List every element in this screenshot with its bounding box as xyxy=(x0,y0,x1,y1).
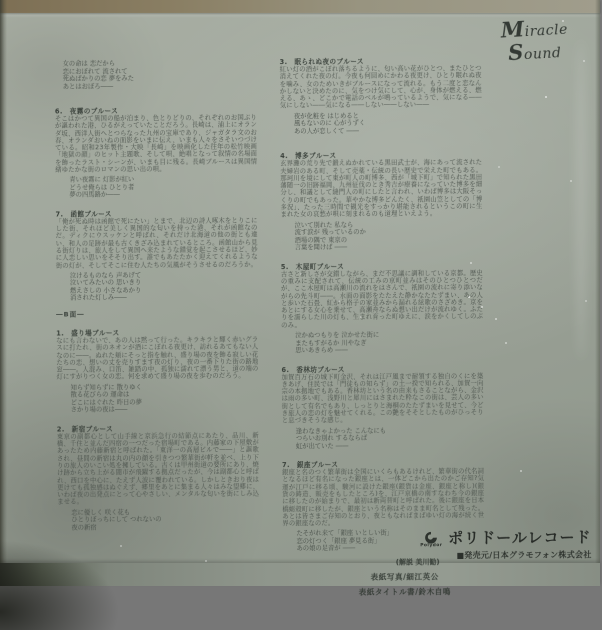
song-number: 4. xyxy=(280,152,289,161)
song-number: 5. xyxy=(280,262,289,271)
song-description: なにも言わないで、あの人は黙って行った。キラキラと輝く赤いグラスに打たれ、街のネオンが酒にこぼれる夜更け、訪れるあてもない人なのに――。ぬれた頬にそっと指を触れ、盛り場の夜を飾る寂しい花たちの恋、想いの丈を売りすます夜の灯り、夜の一番下りた街の路地窓――。人混み、口笛、雑踏の中、孤独に濡れて漂う男と、道の端の灯にすがりつく女の恋。何を求めて盛り場の夜を歩むのだろう。 xyxy=(56,336,259,381)
song-lyric-quote: 夜が化粧を はじめると 風もないのに 心がうずく あの人が恋しくて ―― xyxy=(293,112,366,135)
song-title: 夜霧のブルース xyxy=(69,107,119,116)
song-section-kiyamachi-blues xyxy=(281,260,484,355)
song-section-sakariba-blues xyxy=(56,326,259,414)
logo-line-miracle: Miracle xyxy=(500,16,569,43)
song-description: 銀座と名のつく繁華街は全国にいくらもあるけれど、繁華街の代名詞となるほど有名になった銀座とは、一体どこから出たのかご存知?気運が江戸に移る頃、駿河に設けた銀座(銀貨は金座、銀座と称し)(銀貨の鋳造、販売をもしたところ)を、江戸京橋の南すなわち今の銀座に移したのが始まりで、最初は新両替町と呼ばれた。後に銀座を日本橋蛎殻町に移したが、銀座という名称はそのまま町名として残った。あとは皆さまご存知のとおり、夜ともなればまばゆい灯の海が続く世界の銀座なのだ。 xyxy=(282,467,485,528)
side-b-divider: ―B面― xyxy=(56,310,85,319)
song-description: 加賀百万石の城下町金沢、それは江戸風まで耐領する独自のくにを築きあげ、住民では「門徒もの知らず」の土一揆で知られる、加賀一向宗の本拠地でもある。香林坊という名の由来もさることながら、金沢は雨の多い町、浅野川と犀川にはさまれた粋なこの街は、芸人の多い街として有名でもあり、しっとりと海桐のたたずまいを見せて、今どき旅人の恋の灯を魅せてくれる。この艶をそそとしたものがひっそりと息づきそうな感じ。 xyxy=(281,372,484,425)
song-title: 函館ブルース xyxy=(70,210,112,219)
song-lyric-quote: たそがれ来て「銀座 いとしい街」 恋の灯つく「銀座 夢見る街」 あの娘の足音が ―― xyxy=(296,529,393,553)
song-number: 1. xyxy=(56,329,65,338)
credits-block xyxy=(283,557,485,598)
commentary-credit: (解説 美川勧) xyxy=(395,558,440,567)
song-title: 博多ブルース xyxy=(295,152,337,161)
song-description: 紅い灯の酒がこぼれ落ちるように、匂い高い花がひとつ、またひとつ消えてくれた夜の灯。今夜も何回めにかわる夜更け、ひとり眠れぬ夜を噛み、女のためいきがブルースになって流れる。もう二度と恋なんかしないと決めたのに、気をつけ気にして、心が、身体が燃える、燃える、あゝ、どこかで電話のベルが鳴っているようで、気になる――気にしない――気になる――しない――しない―― xyxy=(279,64,482,110)
song-section-shinjuku-blues xyxy=(57,422,260,532)
cover-photo-credit: 表紙写真/細江英公 xyxy=(370,572,439,582)
song-number: 3. xyxy=(279,58,288,67)
song-title: 木屋町ブルース xyxy=(295,262,345,271)
song-number: 6. xyxy=(281,365,290,374)
song-lyric-quote: 恋に優しく 咲く花も ひとりぼっちにして つれないの 夜の新宿 xyxy=(71,508,162,532)
song-lyric-quote: 泣けるものなら 声あげて 泣いてみたいの 思いきり 燃えさしの 小さなあかり 消された灯しみ―― xyxy=(69,271,142,302)
song-description: 東京の副都心として山手線と京浜急行の結節点にあたり、品川、新橋、千住と並んだ四宿の一つだった宿場町である。内藤家の下屋敷があったため内藤新宿と呼ばれた。「東洋一の高層ビルで――」と謳歌され、昼間の新宿は丸の内の顔を引きつつ繁華街が軒を並べ、上り下りの旅人のいこい処を擁している。古くは甲州街道の要所にあり、焼け跡から立ち上がる闇市が飛躍する拠点だったが、今は副都心と呼ばれ、西口を中心に、たえず人波に覆われている。しかしときおり夜は更けても孤独感はぬぐえず、郷里をあとに集まる人々はみな望郷に、いわば夜の出発点にとって心やさしい、メンタルな匂いを街にしみ込ませる。 xyxy=(56,431,260,506)
liner-notes-left-column xyxy=(55,56,260,531)
song-number: 6. xyxy=(54,107,63,116)
cover-title-credit: 表紙タイトル書/鈴木自鳴 xyxy=(358,587,451,597)
song-description: そこはかつて異国の船が泊まり、色とりどりの、それぞれのお国ぶりが謳われた港、ひるがえっていたことだろう。長崎は、浦上にオランダ坂、西洋人街へとつらなった九州の宝庫であり、ジャガタラ文のお春、オランダおいねの面影をいまに伝え、いまも人々をさそいつづけている。昭和23年製作・大映「長崎」を映画化した往年の松竹映画「地獄の顔」のヒット主題歌、そして唄、絶唱となって叙情の名場面を飾ったラスト・シーンが、いまも目に残る。長崎ブルースは異国情緒ゆたかな街のロマンの思い出の唄。 xyxy=(54,114,258,174)
song-lyric-quote: 青い夜霧に 灯影が紅い どうせ俺らは ひとり者 夢の四馬路か―― xyxy=(69,176,135,199)
song-number: 7. xyxy=(55,210,64,219)
record-company-wordmark: ポリドールレコード xyxy=(448,528,592,548)
song-section-yogiri-blues xyxy=(55,104,258,199)
logo-line-sound: Sound xyxy=(507,39,562,66)
song-section-hakata-blues xyxy=(280,149,483,252)
song-section-nemurarenu-yoru-blues xyxy=(280,55,482,136)
song-lyric-quote: 泣いて別れた 私なら 流す涙が 残っているのか 酒場の隅で 東京の 言葉を聞けば ―― xyxy=(294,221,366,252)
song-number: 7. xyxy=(282,461,290,470)
polydor-logo-label: Polydor xyxy=(420,543,443,549)
song-lyric-quote: 知らず知らずに 散りゆく 散る花びらの 運命は どこにはぐれた 昨日の夢 さかり場の夜は―― xyxy=(70,383,142,414)
miracle-sound-logo xyxy=(500,14,570,66)
song-lyric-quote: 逢わなきゃよかった こんなにも つらいお別れ するならば 虹が出ていた ―― xyxy=(295,427,387,450)
song-title: 香林坊ブルース xyxy=(296,365,345,374)
intro-lyric-block: 女の命は 恋だから 恋におぼれて 流されて 死ぬばかりの恋 夢をみた あとはおぼろ―― xyxy=(62,60,134,90)
distributor-line: ■発売元/日本グラモフォン株式会社 xyxy=(456,550,592,561)
song-title: 銀座ブルース xyxy=(296,460,339,470)
song-number: 2. xyxy=(56,425,65,434)
polydor-logo-icon xyxy=(420,531,442,548)
song-description: 玄界灘の荒り先で鍛えぬかれている黒田武士が、海にあって流された夫婦岩のある町、そして売薬・伝統の長い歴史で栄えた町でもある。那珂川を境にして東が町人の町博多、西が「城下町」で知られた黒田藩随一の旧跡福岡、九州征伐のとき秀吉が療養になっていた博多を細分し、和議として縫門人の町にしたと言われ、いわば博多は大阪そっくりの町でもあった。華やかな博多どんたく、祇園山笠としての「博多況」、たった三時間で観光をすっかり堪能されるというこの町に生まれた女の哀愁が唄に刻まれるのも道理といえよう。 xyxy=(280,159,483,219)
record-label-block xyxy=(420,526,592,561)
song-title: 新宿ブルース xyxy=(71,424,114,434)
song-title: 盛り場ブルース xyxy=(71,329,120,338)
song-description: 「俺が死ぬ時は函館で死にたい」とまで、北辺の詩人啄木をとりこにした街、それほど美しく異国的な匂いを持った港、それが函館なのだ。ディクにウスッケンと呼ばれ、それだけ北海道の他の街とも違い、和人の足跡が最も古くきざみ込まれているところ。函館山から見る街灯りは、旅人をして異国へ来たような錯覚を起こさせるほど、妙に人恋しい思いをそそり出す。誰でもあたたかく迎えてくれるような街の灯が、そしてそこに住む人たちの気風がそうさせるのだろうか。 xyxy=(55,217,258,270)
song-lyric-quote: 泣かぬつもりを 泣かせた街に またもすがるか 川やなぎ 思いあきらめ ―― xyxy=(295,331,380,355)
song-title: 眠られぬ夜のブルース xyxy=(294,57,364,67)
song-description: 古さと新しさが交錯しながら、まだ不思議に調和している京都。歴史の重みに支配されて、伝統の工みの京町並みはそのひとつひとつだが、ここ木屋町は高瀬川の流れをはさんで、祇園の流れに寄り添いながらの先斗町――。水面の面影をたたえた静かなたたずまい、あの人と歩いた石畳、紅がら格子の家並みから漏れる絃歌のさざめき。京をあとにする女心を乗せて、高瀬舟ならぬ想い出だけが流れゆく。ふたりを濡らした川の灯も、生まれ育った町ゆえに、涙をかくしてしのぶのみ。 xyxy=(280,269,484,329)
song-section-hakodate-blues xyxy=(55,207,258,302)
liner-notes-right-column xyxy=(280,55,485,598)
song-section-kourinbou-blues xyxy=(281,362,484,450)
